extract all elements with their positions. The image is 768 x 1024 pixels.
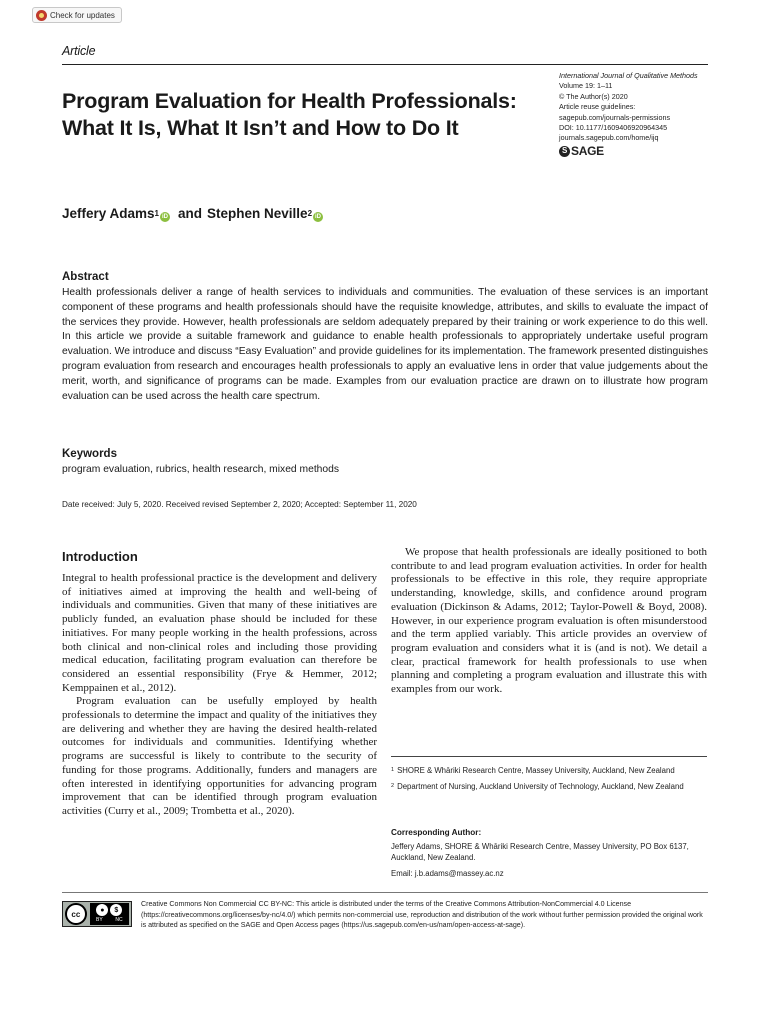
article-dates: Date received: July 5, 2020. Received revised September 2, 2020; Accepted: September 11, 2020 [62,500,417,509]
affiliation-sup: 2 [391,783,395,789]
orcid-icon[interactable]: iD [315,214,322,220]
body-paragraph: Integral to health professional practice is the development and delivery of initiatives aimed at improving the health and well-being of individuals and communities. Given that many of these initiatives are publicly funded, an evaluation phase should be included for these initiatives. For many people working in the health professions, across both clinical and non-clinical roles and including those providing medical education, facilitating program evaluation can therefore be considered an essential responsibility (Frye & Hemmer, 2012; Kemppainen et al., 2012). [62,572,377,694]
journal-doi[interactable]: DOI: 10.1177/1609406920964345 [559,123,668,133]
body-paragraph: We propose that health professionals are ideally positioned to both contribute to and lead program evaluation activities. In order for health professionals to be effective in this role, they require appropriate understanding, knowledge, skills, and confidence around program evaluation (Dickinson & Adams, 2012; Taylor-Powell & Boyd, 2008). However, in our experience program evaluation is often misunderstood and the term applied variably. This article provides an overview of program evaluation and considers what it is (and is not). We detail a clear, practical framework for health professionals to use when planning and completing a program evaluation and illustrate this with examples from our work. [391,546,707,696]
author-affil-sup: 2 [307,209,313,218]
creative-commons-icon: cc [65,903,87,925]
author-name[interactable]: Jeffery Adams [62,206,155,221]
affiliations [391,765,707,797]
check-updates-label: Check for updates [50,10,115,20]
affiliation-sup: 1 [391,767,395,773]
introduction-heading: Introduction [62,549,138,564]
journal-home-link[interactable]: journals.sagepub.com/home/ijq [559,133,659,143]
sage-logo-text: SAGE [571,144,604,159]
author-name[interactable]: Stephen Neville [207,206,308,221]
journal-volume: Volume 19: 1–11 [559,81,613,91]
corresponding-author-heading: Corresponding Author: [391,828,482,837]
attribution-icon: ● [96,904,108,916]
journal-copyright: © The Author(s) 2020 [559,91,628,101]
author-affil-sup: 1 [154,209,159,218]
license-text: Creative Commons Non Commercial CC BY-NC: This article is distributed under the terms of the Creative Commons Attribution-NonCommercial 4.0 License (https://creativecommons.org/licenses/by-nc/4.0/) which permits non-commercial use, reproduction and distribution of the work without further permission provided the original work is attributed as specified on the SAGE and Open Access pages (https://us.sagepub.com/en-us/nam/open-access-at-sage). [141,900,703,929]
sage-logo [559,146,719,157]
body-paragraph: Program evaluation can be usefully employed by health professionals to determine the impact and quality of the initiatives they are delivering and whether they are having the desired health-related outcomes for individuals and communities. Identifying whether programs are successful is likely to contribute to the security of funding for those programs. Additionally, funders and managers are often interested in identifying opportunities for advancing program improvement that can be identified through program evaluation activities (Curry et al., 2009; Trombetta et al., 2020). [62,695,377,817]
cc-nc-label: NC [115,917,123,923]
affiliation-text: SHORE & Whāriki Research Centre, Massey University, Auckland, New Zealand [397,766,675,775]
header-divider [62,64,708,65]
footnote-divider [391,756,707,757]
cc-terms [90,903,129,925]
journal-info [559,71,719,157]
author-conjunction: and [178,206,203,221]
cc-license-badge[interactable] [62,901,132,927]
cc-by-label: BY [96,917,103,923]
article-title: Program Evaluation for Health Professionals: What It Is, What It Isn’t and How to Do It [62,89,517,140]
corresponding-author-email[interactable]: Email: j.b.adams@massey.ac.nz [391,869,504,878]
license-divider [62,892,708,893]
orcid-icon[interactable]: iD [162,214,168,220]
article-type-label: Article [62,44,96,58]
noncommercial-icon: $ [110,904,122,916]
affiliation-text: Department of Nursing, Auckland University of Technology, Auckland, New Zealand [397,782,684,791]
affiliation-item [391,765,707,776]
corresponding-author-text: Jeffery Adams, SHORE & Whāriki Research Centre, Massey University, PO Box 6137, Auckland, New Zealand. [391,842,689,862]
journal-reuse-link[interactable]: sagepub.com/journals-permissions [559,112,671,122]
body-column-left [62,572,377,819]
abstract-text: Health professionals deliver a range of health services to individuals and communities. The evaluation of these services is an important component of these programs and health professionals should have the requisite knowledge, attributes, and skills to evaluate the impact of the services they provide. However, health professionals are seldom adequately prepared by their training or work experience to do this well. In this article we provide a suitable framework and guidance to enable health professionals to appropriately undertake useful program evaluation. We introduce and discuss “Easy Evaluation” and provide guidelines for its implementation. The framework presented distinguishes program evaluation from research and encourages health professionals to apply an evaluative lens in order that value judgements about the merit, worth, and significance of programs can be made. Examples from our evaluation practice are drawn on to illustrate how program evaluation can be used across the health care spectrum. [62,287,708,402]
author-list [62,206,326,222]
crossmark-icon [36,10,47,21]
sage-s-icon: S [559,146,570,157]
body-column-right [391,546,707,697]
abstract-heading: Abstract [62,271,109,283]
check-for-updates-button[interactable] [32,7,122,23]
keywords-heading: Keywords [62,448,117,460]
keywords-text: program evaluation, rubrics, health research, mixed methods [62,464,340,475]
journal-reuse: Article reuse guidelines: [559,102,636,112]
affiliation-item [391,781,707,792]
journal-name: International Journal of Qualitative Methods [559,71,698,80]
